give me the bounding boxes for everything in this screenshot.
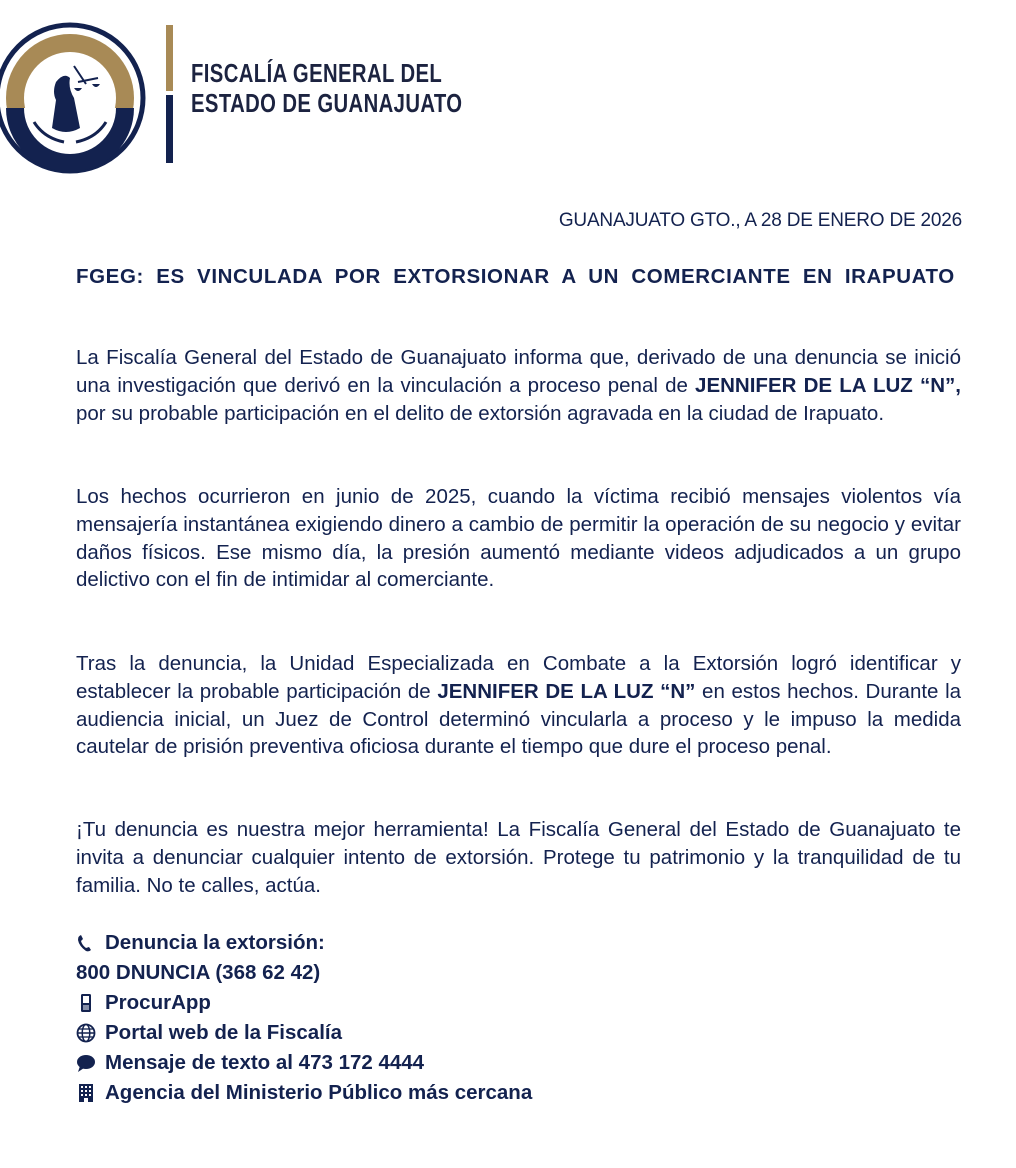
- contact-item: [76, 1048, 532, 1078]
- contact-label: Portal web de la Fiscalía: [105, 1021, 342, 1044]
- press-release-title: FGEG: ES VINCULADA POR EXTORSIONAR A UN COMERCIANTE EN IRAPUATO: [76, 265, 955, 288]
- date-line: GUANAJUATO GTO., A 28 DE ENERO DE 2026: [558, 210, 962, 231]
- paragraph-3-text-a: Tras la denuncia, la Unidad Especializada en Combate a la Extorsión logró identificar y establecer la probable participación de: [76, 652, 961, 703]
- organization-line-2: ESTADO DE GUANAJUATO: [191, 88, 463, 118]
- contact-list: [76, 928, 532, 1108]
- contact-item: [76, 928, 532, 958]
- mobile-phone-icon: [76, 993, 96, 1013]
- paragraph-3: [76, 650, 961, 761]
- header: [0, 0, 1016, 190]
- hotline-number: 800 DNUNCIA (368 62 42): [76, 961, 321, 984]
- phone-icon: [76, 933, 96, 953]
- contact-label: ProcurApp: [105, 991, 211, 1014]
- divider-bar: [166, 25, 173, 163]
- contact-item: [76, 1078, 532, 1108]
- paragraph-3-text-b: en estos hechos. Durante la audiencia inicial, un Juez de Control determinó vincularla a proceso y le impuso la medida cautelar de prisión preventiva oficiosa durante el tiempo que dure el proceso penal.: [76, 679, 962, 759]
- contact-label: Denuncia la extorsión:: [105, 931, 325, 954]
- accused-name: JENNIFER DE LA LUZ “N”: [437, 679, 696, 703]
- paragraph-1: [76, 344, 961, 427]
- contact-item: [76, 958, 532, 988]
- contact-label: Agencia del Ministerio Público más cercana: [105, 1081, 533, 1104]
- contact-item: [76, 1018, 532, 1048]
- globe-icon: [76, 1023, 96, 1043]
- accused-name: JENNIFER DE LA LUZ “N”,: [695, 373, 961, 397]
- organization-name: [191, 58, 462, 118]
- paragraph-1-text-a: La Fiscalía General del Estado de Guanajuato informa que, derivado de una denuncia se inició una investigación que derivó en la vinculación a proceso penal de: [76, 346, 961, 397]
- speech-bubble-icon: [76, 1053, 96, 1073]
- building-icon: [76, 1083, 96, 1103]
- paragraph-1-text-b: por su probable participación en el delito de extorsión agravada en la ciudad de Irapuato.: [76, 401, 885, 425]
- fiscalia-seal-logo: [0, 22, 146, 174]
- paragraph-2: Los hechos ocurrieron en junio de 2025, cuando la víctima recibió mensajes violentos vía mensajería instantánea exigiendo dinero a cambio de permitir la operación de su negocio y evitar daños físicos. Ese mismo día, la presión aumentó mediante videos adjudicados a un grupo delictivo con el fin de intimidar al comerciante.: [76, 485, 961, 592]
- contact-label: Mensaje de texto al 473 172 4444: [105, 1051, 425, 1074]
- paragraph-4: ¡Tu denuncia es nuestra mejor herramienta! La Fiscalía General del Estado de Guanajuato te invita a denunciar cualquier intento de extorsión. Protege tu patrimonio y la tranquilidad de tu familia. No te calles, actúa.: [76, 818, 961, 897]
- contact-item: [76, 988, 532, 1018]
- organization-line-1: FISCALÍA GENERAL DEL: [191, 58, 443, 88]
